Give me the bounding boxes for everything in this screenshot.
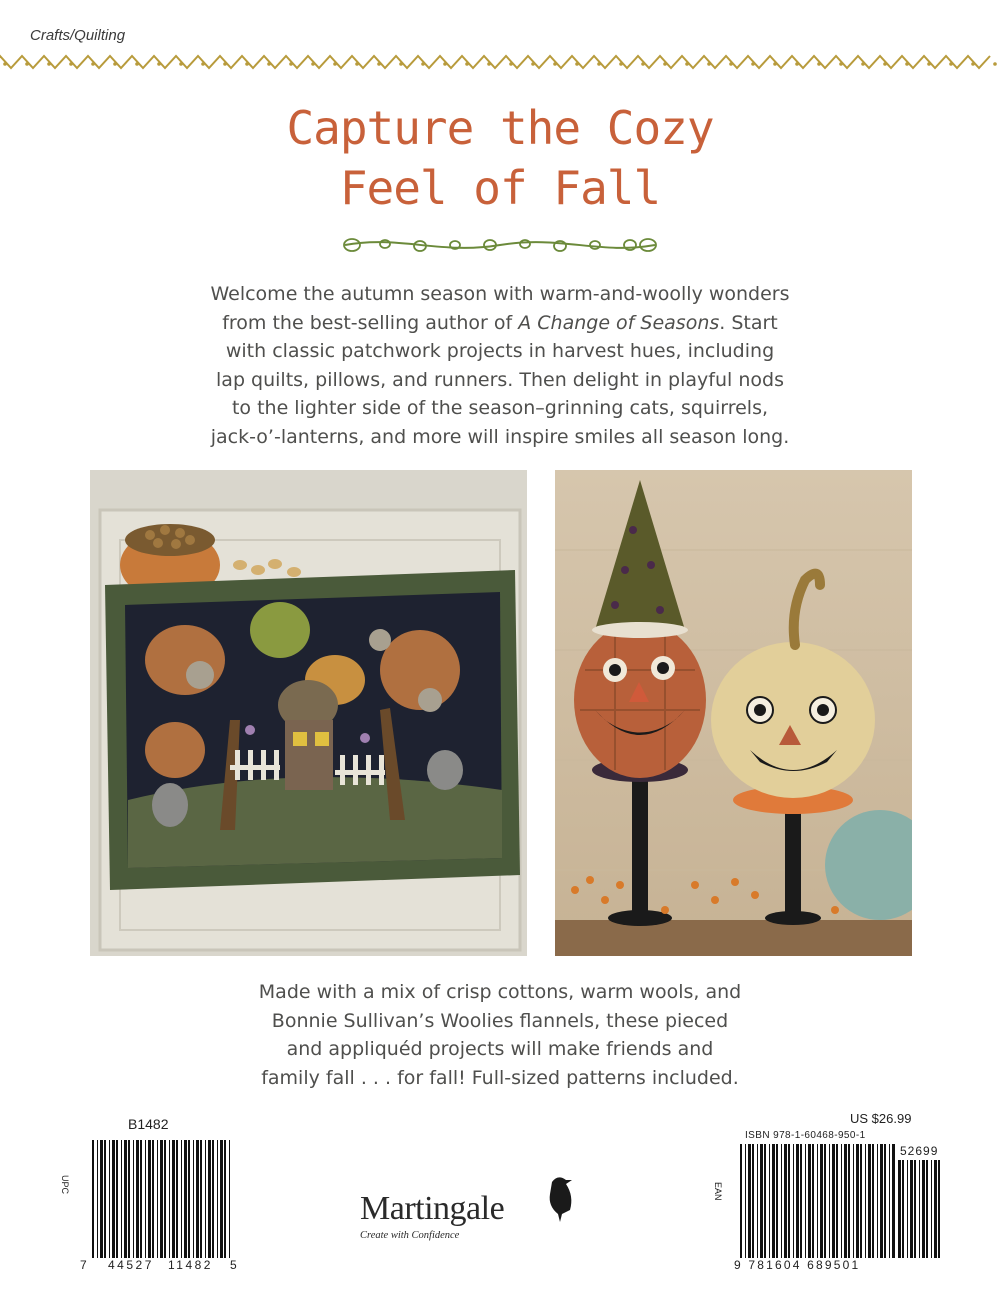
- upc-digits-right: 11482: [168, 1258, 213, 1272]
- product-code: B1482: [128, 1116, 169, 1132]
- headline-line-1: Capture the Cozy: [286, 101, 714, 155]
- pumpkin-heads-photo: [555, 470, 912, 956]
- upc-digit-first: 7: [80, 1258, 87, 1272]
- publisher-logo: [360, 1172, 600, 1242]
- price: US $26.99: [850, 1111, 912, 1126]
- price-supplement-digits: 52699: [900, 1144, 939, 1158]
- closing-line-3: and appliquéd projects will make friends and: [286, 1038, 714, 1060]
- intro-line-3: with classic patchwork projects in harvest hues, including: [225, 340, 775, 362]
- closing-line-4: family fall . . . for fall! Full-sized patterns included.: [261, 1066, 739, 1089]
- intro-blurb: [150, 280, 850, 451]
- book-title: A Change of Seasons: [518, 311, 720, 334]
- zigzag-border: [0, 52, 1000, 76]
- intro-line-4: lap quilts, pillows, and runners. Then delight in playful nods: [216, 368, 784, 391]
- intro-line-2-after: . Start: [719, 311, 778, 334]
- ean-label: EAN: [713, 1182, 723, 1201]
- headline: [0, 98, 1000, 218]
- wool-mat-photo: [90, 470, 527, 956]
- closing-line-1: Made with a mix of crisp cottons, warm wools, and: [258, 981, 742, 1003]
- isbn: ISBN 978-1-60468-950-1: [745, 1130, 866, 1141]
- ean-digits: 9 781604 689501: [734, 1258, 861, 1272]
- intro-line-6: jack-o’-lanterns, and more will inspire smiles all season long.: [210, 425, 790, 448]
- ean-barcode: [740, 1144, 895, 1258]
- intro-line-5: to the lighter side of the season–grinning cats, squirrels,: [231, 397, 769, 419]
- category-label: Crafts/Quilting: [30, 27, 126, 44]
- upc-barcode: [92, 1140, 232, 1258]
- headline-line-2: Feel of Fall: [339, 161, 661, 215]
- upc-label: UPC: [60, 1175, 70, 1195]
- supplement-barcode: [898, 1160, 940, 1258]
- publisher-name: Martingale: [360, 1190, 505, 1227]
- publisher-tagline: Create with Confidence: [360, 1230, 460, 1241]
- vine-ornament: [340, 230, 660, 260]
- upc-digits-left: 44527: [108, 1258, 154, 1272]
- closing-line-2: Bonnie Sullivan’s Woolies flannels, these pieced: [271, 1009, 729, 1032]
- intro-line-1: Welcome the autumn season with warm-and-woolly wonders: [210, 283, 790, 305]
- closing-blurb: [150, 978, 850, 1092]
- intro-line-2: [150, 309, 850, 338]
- intro-line-2-before: from the best-selling author of: [222, 311, 519, 334]
- crow-icon: [538, 1172, 584, 1222]
- upc-digit-last: 5: [230, 1258, 237, 1272]
